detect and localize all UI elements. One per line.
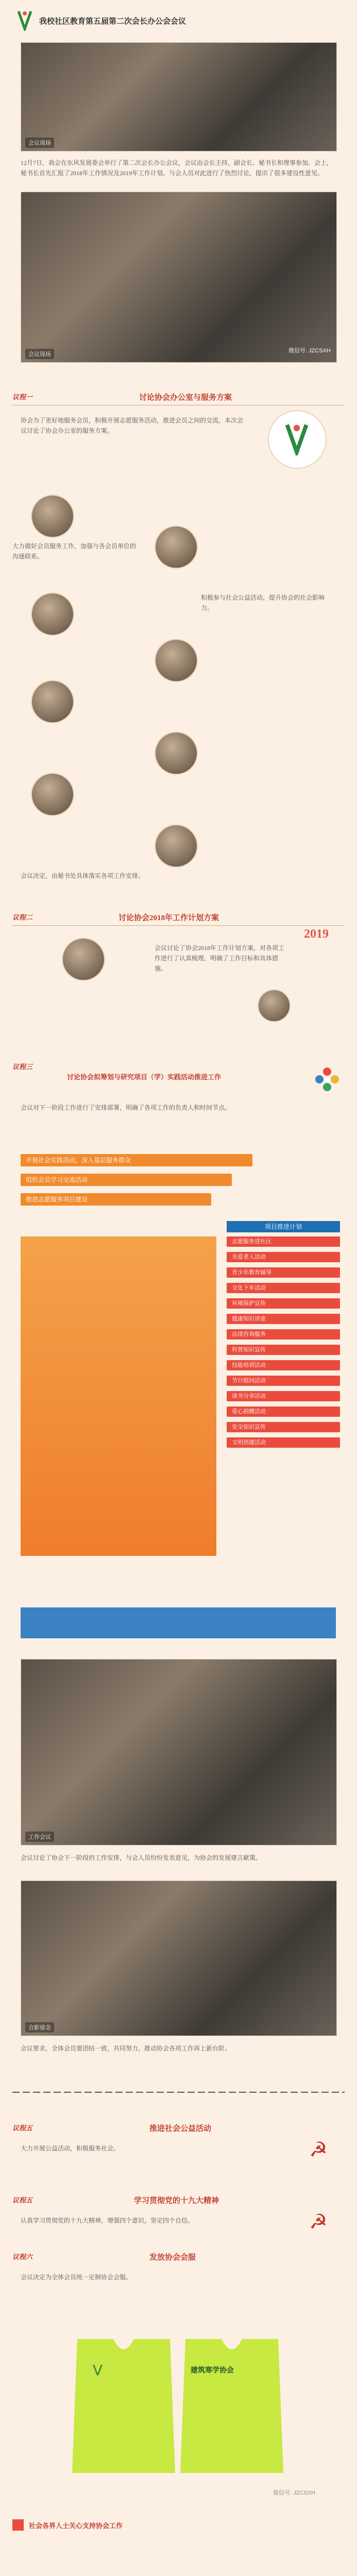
section-5-tag: 议程五 [12, 2124, 33, 2132]
intro-text: 12月7日，我会在东风发展委会举行了第二次会长办公会议，会议由会长主持，副会长、秘书长和理事参加。会上，秘书长首先汇报了2018年工作情况及2019年工作计划，与会人员对此进行了热烈讨论，提出了很多建设性意见。 [21, 159, 333, 177]
portrait-5 [31, 680, 74, 723]
portrait-10 [258, 989, 291, 1022]
plan-list-item: 安全知识宣传 [227, 1422, 340, 1432]
plan-list-item: 爱心捐赠活动 [227, 1406, 340, 1417]
plan-list-item: 关爱老人活动 [227, 1252, 340, 1262]
logo [15, 9, 34, 31]
photo-activity [21, 1236, 216, 1556]
plan-bar-3: 推进志愿服务项目建设 [21, 1193, 211, 1206]
section-6-text-1: 认真学习贯彻党的十九大精神，增强四个意识，坚定四个自信。 [21, 2217, 194, 2224]
section-3-tag: 议程三 [12, 1063, 33, 1071]
section-5-title: 推进社会公益活动 [149, 2125, 212, 2133]
section-3-title: 讨论协会拟筹划与研究项目（学）实践活动推进工作 [67, 1073, 222, 1081]
photo-meeting-2: 会议现场 [21, 192, 337, 363]
section-7-title: 发放协会会服 [149, 2253, 196, 2262]
plan-list-item: 节日慰问活动 [227, 1376, 340, 1386]
plan-list-item: 技能培训活动 [227, 1360, 340, 1370]
section-1-text-1: 协会为了更好地服务会员，积极开展志愿服务活动，推进会员之间的交流，本次会议讨论了协会办公室的服务方案。 [21, 417, 244, 434]
section-8-icon [12, 2519, 24, 2531]
photo-group: 合影留念 [21, 1880, 337, 2036]
portrait-7 [31, 773, 74, 816]
plan-list-item: 环境保护宣传 [227, 1298, 340, 1309]
plan-list-item: 科普知识宣传 [227, 1345, 340, 1355]
section-1-tag: 议程一 [12, 393, 33, 401]
plan-list-item: 法律咨询服务 [227, 1329, 340, 1340]
section-2-text-1: 会议讨论了协会2018年工作计划方案，对各项工作进行了认真梳理，明确了工作目标和具体措施。 [155, 944, 285, 972]
page-title: 我校社区教育第五届第二次会长办公会会议 [39, 18, 186, 26]
divider [12, 925, 345, 926]
plan-list-item: 志愿服务进社区 [227, 1236, 340, 1247]
section-6-title: 学习贯彻党的十九大精神 [134, 2197, 219, 2205]
portrait-6 [155, 732, 198, 775]
section-7-tag: 议程六 [12, 2253, 33, 2261]
barbed-divider [12, 2092, 345, 2093]
section-1-text-3: 积极参与社会公益活动，提升协会的社会影响力。 [201, 594, 325, 612]
svg-text:V: V [93, 2362, 103, 2379]
section-2-tag: 议程二 [12, 913, 33, 921]
info-banner [21, 1607, 336, 1638]
section-4-text-1: 会议讨论了协会下一阶段的工作安排，与会人员纷纷发表意见，为协会的发展建言献策。 [21, 1854, 262, 1861]
photo-meeting-1: 会议现场 [21, 42, 337, 151]
section-1-text-2: 大力做好会员服务工作，加强与各会员单位的沟通联系。 [12, 543, 137, 560]
photo-meeting-3: 工作会议 [21, 1659, 337, 1845]
watermark: 微信号: JZCSXH [288, 348, 331, 354]
section-1-text-4: 会议决定，由秘书处具体落实各项工作安排。 [21, 872, 145, 879]
plan-list-item: 文化下乡活动 [227, 1283, 340, 1293]
party-emblem-icon: ☭ [309, 2139, 328, 2161]
section-4-note: 会议要求，全体会员要团结一致，共同努力，推动协会各项工作再上新台阶。 [21, 2045, 231, 2052]
party-emblem-icon: ☭ [309, 2211, 328, 2233]
flower-icon [314, 1066, 340, 1095]
portrait-8 [155, 824, 198, 868]
list-title: 项目推进计划 [227, 1221, 340, 1232]
year-badge: 2019 [304, 927, 329, 941]
plan-bar-1: 开展社会实践活动，深入基层服务群众 [21, 1154, 252, 1166]
section-1-title: 讨论协会办公室与服务方案 [139, 394, 232, 402]
plan-bar-2: 组织会员学习交流活动 [21, 1174, 232, 1186]
section-2-title: 讨论协会2018年工作计划方案 [118, 914, 219, 922]
portrait-4 [155, 639, 198, 682]
portrait-1 [31, 495, 74, 538]
portrait-3 [31, 592, 74, 636]
plan-list-item: 文明创建活动 [227, 1437, 340, 1448]
portrait-2 [155, 526, 198, 569]
section-6-tag: 议程五 [12, 2196, 33, 2204]
plan-list-item: 青少年教育辅导 [227, 1267, 340, 1278]
portrait-9 [62, 938, 105, 981]
plan-list-item: 读书分享活动 [227, 1391, 340, 1401]
section-8-title: 社会各界人士关心支持协会工作 [29, 2522, 123, 2530]
badge-icon [282, 421, 311, 458]
section-5-text-1: 大力开展公益活动，积极服务社会。 [21, 2145, 120, 2152]
plan-list-item: 健康知识讲座 [227, 1314, 340, 1324]
vest-image [57, 2329, 299, 2478]
section-7-text-1: 会议决定为全体会员统一定制协会会服。 [21, 2274, 132, 2281]
vest-text: 建筑寒学协会 [191, 2367, 234, 2375]
wechat-label: 微信号: JZCSXH [273, 2490, 315, 2496]
section-3-text-1: 会议对下一阶段工作进行了安排部署，明确了各项工作的负责人和时间节点。 [21, 1104, 231, 1111]
